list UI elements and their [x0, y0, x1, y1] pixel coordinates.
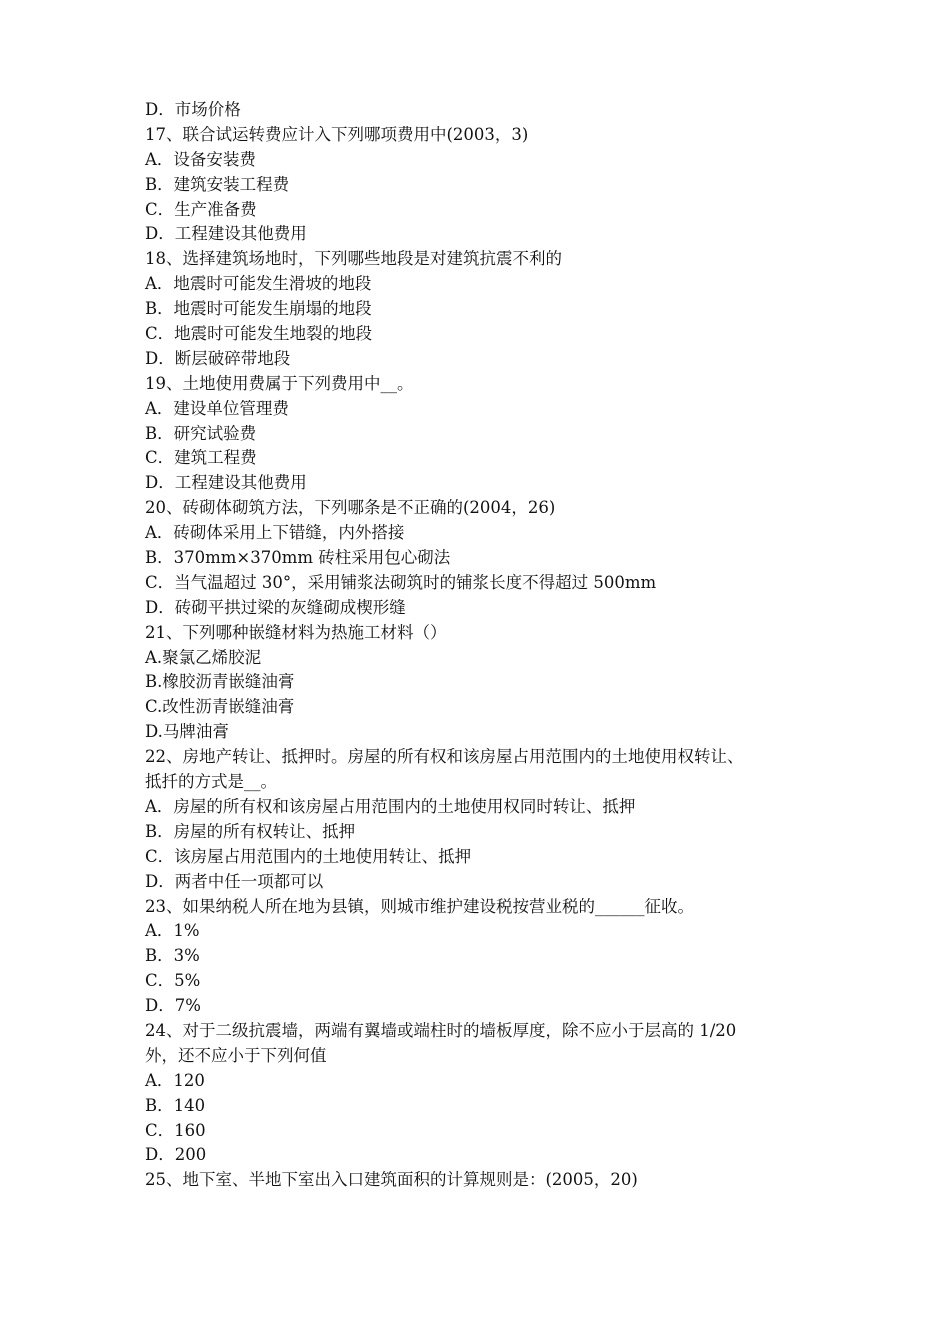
question-24: 24、对于二级抗震墙，两端有翼墙或端柱时的墙板厚度，除不应小于层高的 1/20 [145, 1020, 737, 1040]
option-line: B．3% [145, 946, 200, 966]
option-line: C．建筑工程费 [145, 448, 257, 468]
option-line: A．地震时可能发生滑坡的地段 [145, 274, 372, 294]
option-line: A．1% [145, 921, 200, 941]
option-line: A．建设单位管理费 [145, 398, 289, 418]
text-line: D．市场价格 [145, 100, 241, 119]
option-line: B．地震时可能发生崩塌的地段 [145, 299, 372, 319]
option-line: C．该房屋占用范围内的土地使用转让、抵押 [145, 846, 472, 866]
option-line: B．建筑安装工程费 [145, 174, 290, 194]
option-line: B.橡胶沥青嵌缝油膏 [145, 672, 295, 692]
document-body [145, 98, 825, 1193]
option-line: C．当气温超过 30°，采用铺浆法砌筑时的铺浆长度不得超过 500mm [145, 572, 657, 592]
option-line: D．断层破碎带地段 [145, 348, 291, 368]
option-line: B．研究试验费 [145, 423, 257, 443]
question-21: 21、下列哪种嵌缝材料为热施工材料（） [145, 622, 447, 642]
option-line: B．370mm×370mm 砖柱采用包心砌法 [145, 548, 451, 568]
option-line: C．地震时可能发生地裂的地段 [145, 324, 373, 344]
option-line: A.聚氯乙烯胶泥 [145, 647, 262, 667]
question-23: 23、如果纳税人所在地为县镇，则城市维护建设税按营业税的______征收。 [145, 896, 694, 916]
option-line: D．工程建设其他费用 [145, 224, 307, 244]
question-22-continued: 抵扦的方式是__。 [145, 772, 277, 792]
option-line: C.改性沥青嵌缝油膏 [145, 697, 295, 717]
option-line: A．砖砌体采用上下错缝，内外搭接 [145, 523, 405, 543]
option-line: A．房屋的所有权和该房屋占用范围内的土地使用权同时转让、抵押 [145, 796, 636, 816]
option-line: D.马牌油膏 [145, 722, 229, 742]
option-line: D．砖砌平拱过梁的灰缝砌成楔形缝 [145, 597, 406, 617]
question-22: 22、房地产转让、抵押时。房屋的所有权和该房屋占用范围内的土地使用权转让、 [145, 747, 744, 767]
option-line: B．房屋的所有权转让、抵押 [145, 821, 356, 841]
question-24-continued: 外，还不应小于下列何值 [145, 1045, 327, 1065]
option-line: B．140 [145, 1095, 206, 1115]
question-18: 18、选择建筑场地时，下列哪些地段是对建筑抗震不利的 [145, 249, 562, 269]
question-19: 19、土地使用费属于下列费用中__。 [145, 373, 414, 393]
question-17: 17、联合试运转费应计入下列哪项费用中(2003，3) [145, 124, 529, 144]
option-line: A．设备安装费 [145, 149, 256, 169]
question-25: 25、地下室、半地下室出入口建筑面积的计算规则是：(2005，20) [145, 1170, 638, 1190]
option-line: C．160 [145, 1120, 206, 1140]
option-line: D．200 [145, 1145, 207, 1165]
option-line: A．120 [145, 1070, 205, 1090]
option-line: D．7% [145, 996, 201, 1016]
option-line: C．5% [145, 971, 201, 991]
option-line: D．两者中任一项都可以 [145, 871, 324, 891]
option-line: C．生产准备费 [145, 199, 257, 219]
question-20: 20、砖砌体砌筑方法，下列哪条是不正确的(2004，26) [145, 498, 556, 518]
option-line: D．工程建设其他费用 [145, 473, 307, 493]
